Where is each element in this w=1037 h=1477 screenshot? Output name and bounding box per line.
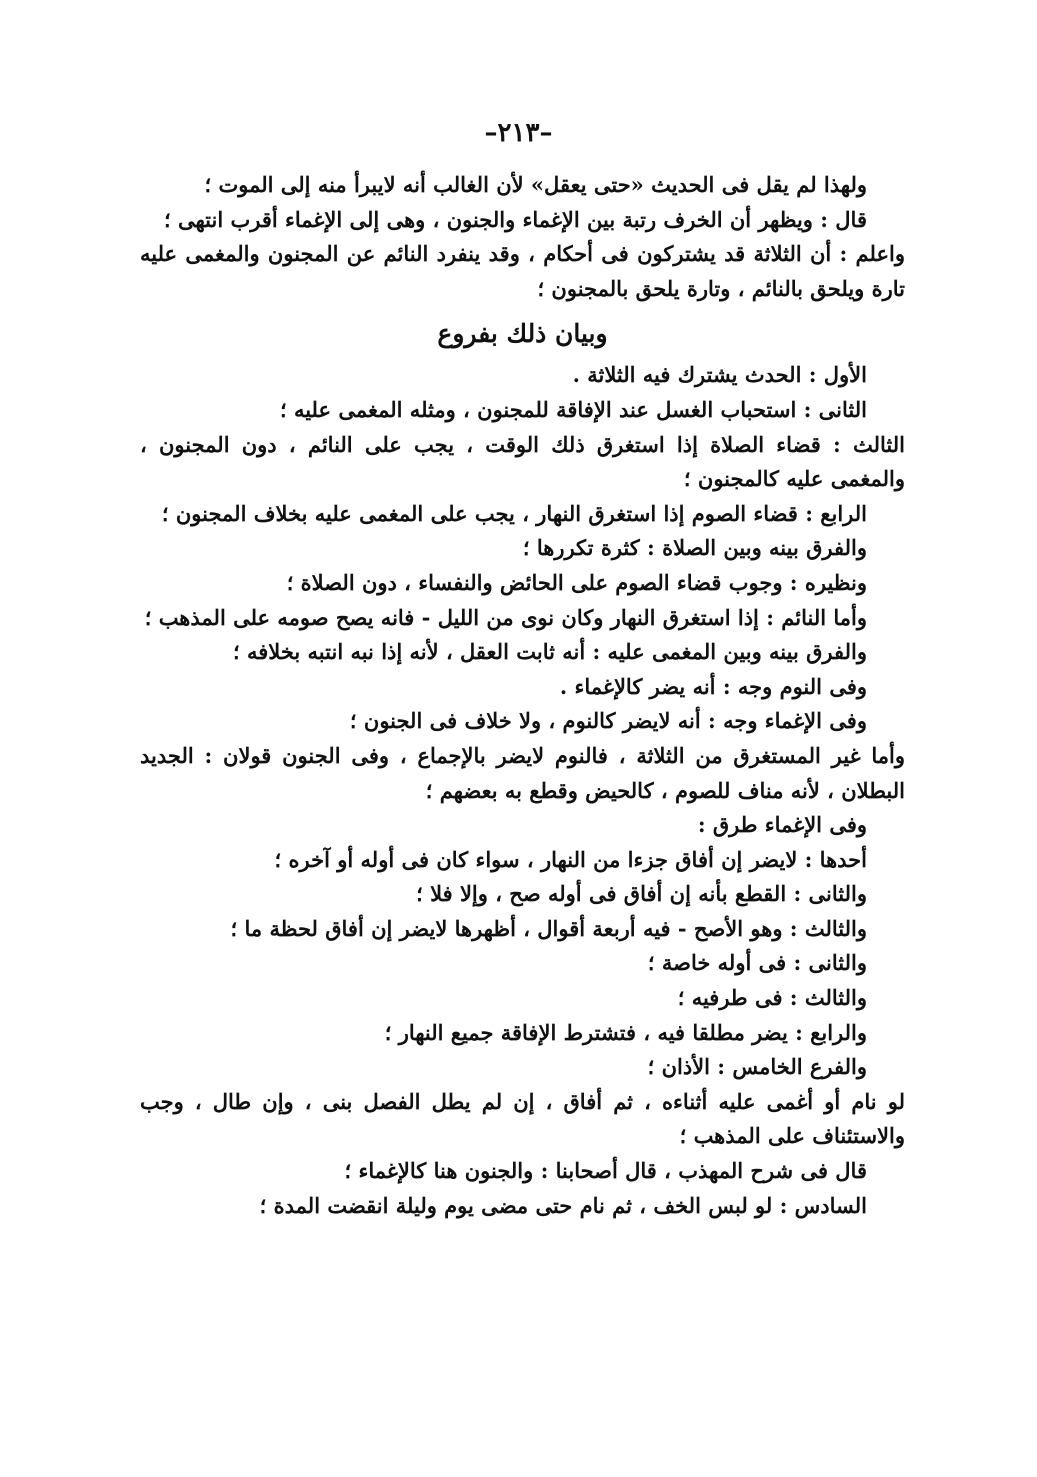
section-heading: وبيان ذلك بفروع bbox=[437, 319, 608, 349]
text-line: والثانى : القطع بأنه إن أفاق فى أوله صح ، وإلا فلا ؛ bbox=[416, 881, 867, 907]
text-line: البطلان ، لأنه مناف للصوم ، كالحيض وقطع به بعضهم ؛ bbox=[425, 777, 905, 803]
text-line: والاستئناف على المذهب ؛ bbox=[679, 1123, 905, 1149]
text-line: أحدها : لايضر إن أفاق جزءا من النهار ، سواء كان فى أوله أو آخره ؛ bbox=[274, 846, 867, 872]
text-line: السادس : لو لبس الخف ، ثم نام حتى مضى يوم وليلة انقضت المدة ؛ bbox=[259, 1192, 867, 1218]
page-number: –٢١٣– bbox=[484, 118, 553, 148]
text-line: تارة ويلحق بالنائم ، وتارة يلحق بالمجنون ؛ bbox=[537, 275, 905, 301]
text-line: والمغمى عليه كالمجنون ؛ bbox=[683, 466, 905, 492]
text-line: وفى الإغماء طرق : bbox=[697, 812, 867, 838]
text-line: الثانى : استحباب الغسل عند الإفاقة للمجنون ، ومثله المغمى عليه ؛ bbox=[279, 396, 867, 422]
text-line: واعلم : أن الثلاثة قد يشتركون فى أحكام ، وقد ينفرد النائم عن المجنون والمغمى عليه bbox=[140, 241, 905, 267]
text-line: وأما غير المستغرق من الثلاثة ، فالنوم لايضر بالإجماع ، وفى الجنون قولان : الجديد bbox=[140, 742, 905, 768]
text-line: الأول : الحدث يشترك فيه الثلاثة . bbox=[572, 362, 867, 388]
text-line: وفى النوم وجه : أنه يضر كالإغماء . bbox=[559, 673, 867, 699]
text-line: وأما النائم : إذا استغرق النهار وكان نوى من الليل - فانه يصح صومه على المذهب ؛ bbox=[144, 604, 867, 630]
text-line: الثالث : قضاء الصلاة إذا استغرق ذلك الوقت ، يجب على النائم ، دون المجنون ، bbox=[140, 431, 905, 457]
page-text bbox=[140, 168, 905, 1223]
text-line: والفرق بينه وبين الصلاة : كثرة تكررها ؛ bbox=[522, 535, 867, 561]
text-line: الرابع : قضاء الصوم إذا استغرق النهار ، يجب على المغمى عليه بخلاف المجنون ؛ bbox=[161, 500, 867, 526]
text-line: والثالث : فى طرفيه ؛ bbox=[677, 985, 867, 1011]
text-line: لو نام أو أغمى عليه أثناءه ، ثم أفاق ، إن لم يطل الفصل بنى ، وإن طال ، وجب bbox=[140, 1088, 905, 1114]
text-line: قال : ويظهر أن الخرف رتبة بين الإغماء والجنون ، وهى إلى الإغماء أقرب انتهى ؛ bbox=[163, 206, 867, 232]
text-line: ونظيره : وجوب قضاء الصوم على الحائض والنفساء ، دون الصلاة ؛ bbox=[286, 569, 867, 595]
text-line: والفرق بينه وبين المغمى عليه : أنه ثابت العقل ، لأنه إذا نبه انتبه بخلافه ؛ bbox=[233, 639, 867, 665]
text-line: وفى الإغماء وجه : أنه لايضر كالنوم ، ولا خلاف فى الجنون ؛ bbox=[349, 708, 867, 734]
text-line: والفرع الخامس : الأذان ؛ bbox=[647, 1054, 867, 1080]
text-line: والثانى : فى أوله خاصة ؛ bbox=[647, 950, 867, 976]
text-line: ولهذا لم يقل فى الحديث «حتى يعقل» لأن الغالب أنه لايبرأ منه إلى الموت ؛ bbox=[204, 172, 867, 197]
text-line: والرابع : يضر مطلقا فيه ، فتشترط الإفاقة جميع النهار ؛ bbox=[384, 1019, 867, 1045]
text-line: قال فى شرح المهذب ، قال أصحابنا : والجنون هنا كالإغماء ؛ bbox=[344, 1158, 867, 1184]
text-line: والثالث : وهو الأصح - فيه أربعة أقوال ، أظهرها لايضر إن أفاق لحظة ما ؛ bbox=[230, 915, 867, 941]
